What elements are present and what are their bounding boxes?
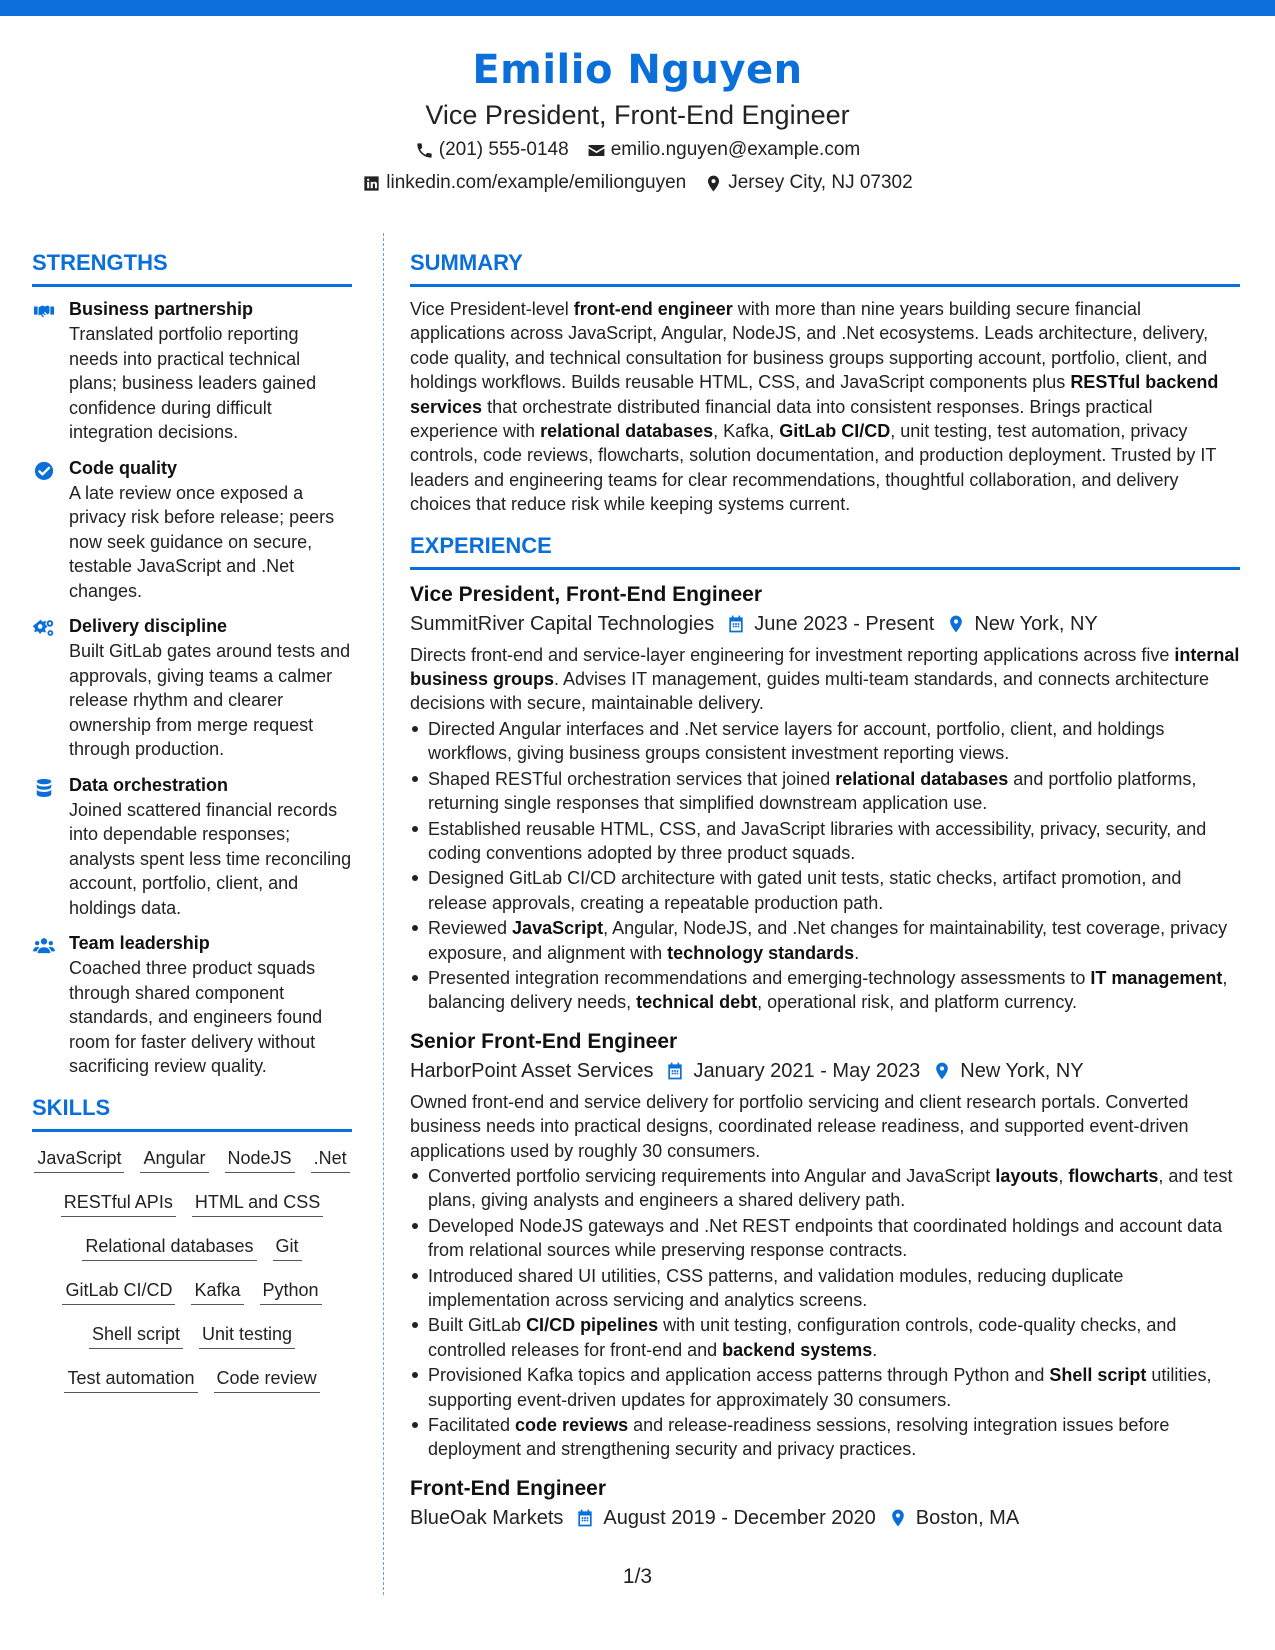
- bullet-item: [410, 1313, 1240, 1362]
- bullet-item: [410, 966, 1240, 1015]
- job-location: New York, NY: [960, 1059, 1084, 1082]
- phone-contact: [415, 135, 569, 165]
- bullet-item: [410, 817, 1240, 866]
- skill-tag: Unit testing: [199, 1322, 295, 1349]
- map-pin-icon: [888, 1508, 908, 1528]
- strength-body: [69, 931, 352, 1079]
- text-run: Presented integration recommendations and emerging-technology assessments to: [428, 967, 1091, 988]
- skill-tag: .Net: [311, 1146, 350, 1173]
- strengths-heading: STRENGTHS: [32, 248, 352, 287]
- job-location: New York, NY: [974, 612, 1098, 635]
- bold-text: GitLab CI/CD: [779, 421, 891, 442]
- job-title: Front-End Engineer: [410, 1476, 606, 1500]
- bold-text: technical debt: [636, 992, 758, 1013]
- handshake-icon: [32, 301, 56, 321]
- skill-tag: Kafka: [191, 1278, 243, 1305]
- strengths-list: [32, 297, 352, 1079]
- skill-tag: NodeJS: [225, 1146, 295, 1173]
- bullet-item: [410, 1413, 1240, 1462]
- skill-tag: Shell script: [89, 1322, 183, 1349]
- strength-body: [69, 773, 352, 921]
- strength-icon-wrap: [32, 931, 59, 1079]
- resume-header: [0, 42, 1275, 198]
- text-run: Built GitLab: [428, 1315, 527, 1336]
- strength-item: [32, 456, 352, 604]
- map-pin-icon: [932, 1061, 952, 1081]
- strength-item: [32, 614, 352, 762]
- experience-heading: EXPERIENCE: [410, 531, 1240, 570]
- strength-item: [32, 297, 352, 445]
- bold-text: technology standards: [667, 942, 855, 963]
- text-run: Reviewed: [428, 918, 513, 939]
- bold-text: Shell script: [1049, 1365, 1147, 1386]
- skill-tag: HTML and CSS: [192, 1190, 323, 1217]
- strength-title: Delivery discipline: [69, 616, 228, 636]
- job-description: [410, 643, 1240, 716]
- skill-tag: Git: [273, 1234, 302, 1261]
- job-dates: June 2023 - Present: [754, 612, 935, 635]
- text-run: with more than nine years building secure financial applications across JavaScript, Angular, NodeJS, and .Net ecosystems. Leads architecture, delivery, code quality, and technical consultation for business groups supporting account, portfolio, client, and holdings workflows. Builds reusable HTML, CSS, and JavaScript components plus: [410, 299, 1209, 393]
- phone-icon: [415, 141, 434, 160]
- strength-item: [32, 931, 352, 1079]
- strength-icon-wrap: [32, 297, 59, 445]
- strength-item: [32, 773, 352, 921]
- database-icon: [32, 777, 56, 797]
- strength-icon-wrap: [32, 456, 59, 604]
- bold-text: RESTful backend services: [410, 372, 1219, 417]
- calendar-icon: [726, 614, 746, 634]
- text-run: Established reusable HTML, CSS, and JavaScript libraries with accessibility, privacy, security, and coding conventions adopted by three product squads.: [428, 818, 1207, 863]
- right-column: [410, 248, 1240, 1545]
- text-run: ,: [1058, 1165, 1069, 1186]
- left-column: [32, 248, 352, 1393]
- text-run: , operational risk, and platform currency.: [757, 992, 1077, 1013]
- map-pin-icon: [704, 174, 723, 193]
- bullet-item: [410, 866, 1240, 915]
- strength-title: Code quality: [69, 457, 178, 478]
- strength-body: [69, 297, 352, 445]
- bold-text: CI/CD pipelines: [526, 1315, 659, 1336]
- text-run: Introduced shared UI utilities, CSS patterns, and validation modules, reducing duplicate implementation across servicing and analytics screens.: [428, 1265, 1124, 1310]
- contact-row-2: [0, 168, 1275, 198]
- job-location: Boston, MA: [915, 1506, 1020, 1529]
- bullet-item: [410, 916, 1240, 965]
- strength-icon-wrap: [32, 773, 59, 921]
- skill-tag: JavaScript: [34, 1146, 124, 1173]
- text-run: Facilitated: [428, 1415, 516, 1436]
- bold-text: IT management: [1090, 967, 1223, 988]
- text-run: and release-readiness sessions, resolving integration issues before deployment and strengthening security and privacy practices.: [428, 1415, 1170, 1460]
- job-dates: January 2021 - May 2023: [693, 1059, 921, 1082]
- strength-text: A late review once exposed a privacy risk before release; peers now seek guidance on secure, testable JavaScript and .Net changes.: [69, 482, 335, 601]
- skill-tag: Code review: [214, 1366, 320, 1393]
- calendar-icon: [665, 1061, 685, 1081]
- skill-tag: RESTful APIs: [61, 1190, 176, 1217]
- job-company: HarborPoint Asset Services: [410, 1059, 654, 1082]
- strength-title: Business partnership: [69, 299, 254, 319]
- bullet-item: [410, 1363, 1240, 1412]
- job-entry: [410, 1474, 1240, 1533]
- skill-tag: Python: [260, 1278, 322, 1305]
- strength-text: Coached three product squads through shared component standards, and engineers found room for faster delivery without sacrificing review quality.: [69, 958, 323, 1076]
- bullet-item: [410, 717, 1240, 766]
- text-run: Directs front-end and service-layer engineering for investment reporting applications across five: [410, 644, 1175, 665]
- phone-text: (201) 555-0148: [438, 139, 569, 160]
- text-run: Shaped RESTful orchestration services that joined: [428, 768, 836, 789]
- linkedin-text[interactable]: linkedin.com/example/emilionguyen: [386, 172, 687, 193]
- strength-title: Team leadership: [69, 933, 210, 953]
- bullet-item: [410, 767, 1240, 816]
- location-text: Jersey City, NJ 07302: [728, 172, 913, 193]
- page-number: 1/3: [622, 1565, 653, 1588]
- candidate-name: Emilio Nguyen: [472, 47, 803, 93]
- top-accent-bar: [0, 0, 1275, 16]
- bullet-item: [410, 1164, 1240, 1213]
- text-run: , Kafka,: [713, 421, 780, 442]
- job-bullets: [410, 1164, 1240, 1462]
- job-company: SummitRiver Capital Technologies: [410, 612, 715, 635]
- job-bullets: [410, 717, 1240, 1015]
- job-title: Senior Front-End Engineer: [410, 1029, 678, 1053]
- skills-list: [32, 1142, 352, 1393]
- text-run: , balancing delivery needs,: [428, 967, 1228, 1013]
- users-icon: [32, 935, 56, 955]
- bold-text: relational databases: [835, 768, 1009, 789]
- text-run: Designed GitLab CI/CD architecture with gated unit tests, static checks, artifact promotion, and release approvals, creating a repeatable production path.: [428, 868, 1182, 913]
- summary-heading: SUMMARY: [410, 248, 1240, 287]
- text-run: Developed NodeJS gateways and .Net REST endpoints that coordinated holdings and account data from relational sources while preserving response contracts.: [428, 1215, 1223, 1261]
- location-contact: [704, 168, 912, 198]
- text-run: . Advises IT management, guides multi-team standards, and connects architecture decisions with secure, maintainable delivery.: [410, 669, 1210, 714]
- strength-title: Data orchestration: [69, 774, 229, 795]
- text-run: Vice President-level: [410, 299, 574, 319]
- strength-icon-wrap: [32, 614, 59, 762]
- bold-text: internal business groups: [410, 644, 1240, 690]
- text-run: .: [872, 1339, 878, 1360]
- linkedin-icon: [362, 174, 381, 193]
- bold-text: JavaScript: [512, 918, 604, 939]
- skill-tag: Angular: [140, 1146, 208, 1173]
- job-dates: August 2019 - December 2020: [603, 1506, 876, 1529]
- bold-text: flowcharts: [1068, 1165, 1159, 1186]
- bullet-item: [410, 1214, 1240, 1263]
- text-run: Converted portfolio servicing requirements into Angular and JavaScript: [428, 1165, 996, 1186]
- text-run: , unit testing, test automation, privacy controls, code reviews, flowcharts, solution documentation, and production deployment. Trusted by IT leaders and engineering teams for clear recommendations, thoughtful collaboration, and delivery choices that reduce risk while keeping systems current.: [410, 421, 1217, 515]
- check-badge-icon: [32, 460, 56, 480]
- skill-tag: Relational databases: [82, 1234, 256, 1261]
- text-run: Directed Angular interfaces and .Net service layers for account, portfolio, client, and holdings workflows, giving business groups consistent investment reporting views.: [428, 718, 1165, 764]
- job-meta: [410, 609, 1240, 639]
- bold-text: front-end engineer: [573, 299, 733, 319]
- envelope-icon: [587, 141, 606, 160]
- email-text[interactable]: emilio.nguyen@example.com: [610, 139, 861, 160]
- strength-body: [69, 614, 352, 762]
- skills-heading: SKILLS: [32, 1093, 352, 1132]
- map-pin-icon: [946, 614, 966, 634]
- strength-body: [69, 456, 352, 604]
- experience-list: [410, 580, 1240, 1533]
- linkedin-contact[interactable]: [362, 168, 686, 198]
- job-meta: [410, 1056, 1240, 1086]
- text-run: , and test plans, giving analysts and engineers a shared delivery path.: [428, 1165, 1233, 1211]
- text-run: Provisioned Kafka topics and application access patterns through Python and: [428, 1365, 1050, 1386]
- column-divider: [383, 233, 384, 1595]
- candidate-role: Vice President, Front-End Engineer: [425, 100, 850, 130]
- text-run: , Angular, NodeJS, and .Net changes for maintainability, test coverage, privacy exposure, and alignment with: [428, 918, 1228, 963]
- text-run: Owned front-end and service delivery for portfolio servicing and client research portals. Converted business needs into practical designs, coordinated release readiness, and supported event-driven applications used by roughly 30 consumers.: [410, 1091, 1189, 1161]
- text-run: with unit testing, configuration controls, code-quality checks, and controlled releases for front-end and: [428, 1315, 1177, 1360]
- strength-text: Joined scattered financial records into dependable responses; analysts spent less time reconciling account, portfolio, client, and holdings data.: [69, 799, 352, 918]
- job-company: BlueOak Markets: [410, 1506, 564, 1529]
- strength-text: Built GitLab gates around tests and approvals, giving teams a calmer release rhythm and clearer ownership from merge request through production.: [69, 641, 351, 759]
- job-description: [410, 1090, 1240, 1163]
- calendar-icon: [575, 1508, 595, 1528]
- contact-row-1: [0, 135, 1275, 165]
- text-run: .: [854, 942, 860, 963]
- bold-text: code reviews: [515, 1415, 629, 1436]
- bullet-item: [410, 1264, 1240, 1313]
- job-title: Vice President, Front-End Engineer: [410, 582, 763, 606]
- text-run: that orchestrate distributed financial data into consistent responses. Brings practical experience with: [410, 396, 1153, 442]
- job-meta: [410, 1503, 1240, 1533]
- bold-text: relational databases: [540, 421, 714, 442]
- bold-text: layouts: [995, 1165, 1059, 1186]
- skill-tag: GitLab CI/CD: [62, 1278, 175, 1305]
- text-run: utilities, supporting event-driven updates for approximately 30 consumers.: [428, 1365, 1212, 1410]
- summary-text: [410, 297, 1240, 517]
- gears-icon: [32, 618, 56, 638]
- strength-text: Translated portfolio reporting needs into practical technical plans; business leaders gained confidence during difficult integration decisions.: [69, 324, 317, 442]
- bold-text: backend systems: [722, 1339, 873, 1360]
- skill-tag: Test automation: [64, 1366, 197, 1393]
- job-entry: [410, 1027, 1240, 1462]
- job-entry: [410, 580, 1240, 1015]
- email-contact[interactable]: [587, 135, 861, 165]
- text-run: and portfolio platforms, returning single responses that simplified downstream application use.: [428, 768, 1197, 814]
